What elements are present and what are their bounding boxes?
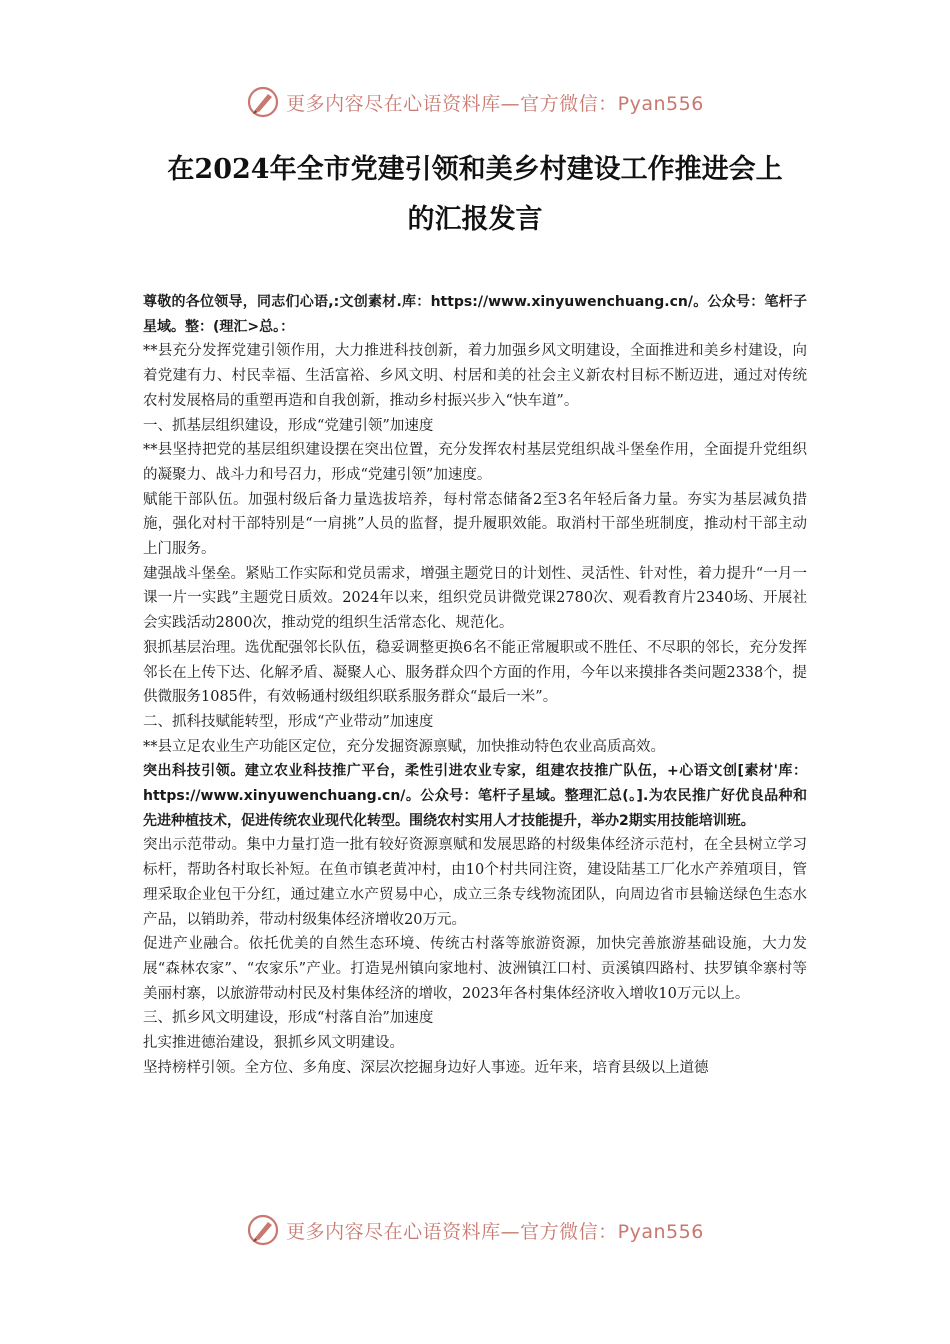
pen-circle-logo-icon bbox=[246, 85, 280, 119]
section-heading-2: 二、抓科技赋能转型，形成“产业带动”加速度 bbox=[143, 713, 434, 730]
body-paragraph: 坚持榜样引领。全方位、多角度、深层次挖掘身边好人事迹。近年来，培育县级以上道德 bbox=[143, 1059, 709, 1076]
body-paragraph: 狠抓基层治理。选优配强邻长队伍，稳妥调整更换6名不能正常履职或不胜任、不尽职的邻长，充分发挥邻长在上传下达、化解矛盾、凝聚人心、服务群众四个方面的作用，今年以来摸排各类问题2338个，提供微服务1085件，有效畅通村级组织联系服务群众“最后一米”。 bbox=[143, 639, 807, 706]
body-paragraph: 建强战斗堡垒。紧贴工作实际和党员需求，增强主题党日的计划性、灵活性、针对性，着力提升“一月一课一片一实践”主题党日质效。2024年以来，组织党员讲微党课2780次、观看教育片2340场、开展社会实践活动2800次，推动党的组织生活常态化、规范化。 bbox=[143, 565, 807, 632]
pen-circle-logo-icon bbox=[246, 1213, 280, 1247]
body-paragraph-sans: 突出科技引领。建立农业科技推广平台，柔性引进农业专家，组建农技推广队伍，+心语文创[素材'库：https://www.xinyuwenchuang.cn/。公众号：笔杆子星域。整理汇总(。].为农民推广好优良品种和先进种植技术，促进传统农业现代化转型。围绕农村实用人才技能提升，举办2期实用技能培训班。 bbox=[143, 763, 807, 829]
intro-paragraph: **县充分发挥党建引领作用，大力推进科技创新，着力加强乡风文明建设，全面推进和美乡村建设，向着党建有力、村民幸福、生活富裕、乡风文明、村居和美的社会主义新农村目标不断迈进，通过对传统农村发展格局的重塑再造和自我创新，推动乡村振兴步入“快车道”。 bbox=[143, 343, 807, 409]
footer-banner-text[interactable]: 更多内容尽在心语资料库—官方微信：Pyan556 bbox=[286, 1220, 704, 1243]
body-paragraph: 促进产业融合。依托优美的自然生态环境、传统古村落等旅游资源，加快完善旅游基础设施，大力发展“森林农家”、“农家乐”产业。打造晃州镇向家地村、波洲镇江口村、贡溪镇四路村、扶罗镇伞寨村等美丽村寨，以旅游带动村民及村集体经济的增收，2023年各村集体经济收入增收10万元以上。 bbox=[143, 936, 807, 1002]
document-title bbox=[130, 145, 820, 245]
body-paragraph: 赋能干部队伍。加强村级后备力量选拔培养，每村常态储备2至3名年轻后备力量。夯实为基层减负措施，强化对村干部特别是“一肩挑”人员的监督，提升履职效能。取消村干部坐班制度，推动村干部主动上门服务。 bbox=[143, 491, 807, 558]
body-paragraph: **县立足农业生产功能区定位，充分发掘资源禀赋，加快推动特色农业高质高效。 bbox=[143, 738, 665, 755]
title-line-2: 的汇报发言 bbox=[407, 204, 543, 235]
document-body bbox=[143, 290, 807, 1081]
title-line-1: 在2024年全市党建引领和美乡村建设工作推进会上 bbox=[167, 154, 783, 185]
salutation-paragraph: 尊敬的各位领导，同志们心语,:文创素材.库：https://www.xinyuwenchuang.cn/。公众号：笔杆子星域。整：(理汇>总。： bbox=[143, 294, 807, 335]
body-paragraph: 突出示范带动。集中力量打造一批有较好资源禀赋和发展思路的村级集体经济示范村，在全县树立学习标杆，帮助各村取长补短。在鱼市镇老黄冲村，由10个村共同注资，建设陆基工厂化水产养殖项目，管理采取企业包干分红，通过建立水产贸易中心，成立三条专线物流团队，向周边省市县输送绿色生态水产品，以销助养，带动村级集体经济增收20万元。 bbox=[143, 837, 807, 928]
section-heading-3: 三、抓乡风文明建设，形成“村落自治”加速度 bbox=[143, 1010, 434, 1027]
footer-banner bbox=[0, 1210, 950, 1250]
section-heading-1: 一、抓基层组织建设，形成“党建引领”加速度 bbox=[143, 417, 434, 434]
body-paragraph: 扎实推进德治建设，狠抓乡风文明建设。 bbox=[143, 1035, 404, 1052]
header-banner-text[interactable]: 更多内容尽在心语资料库—官方微信：Pyan556 bbox=[286, 92, 704, 115]
body-paragraph: **县坚持把党的基层组织建设摆在突出位置，充分发挥农村基层党组织战斗堡垒作用，全面提升党组织的凝聚力、战斗力和号召力，形成“党建引领”加速度。 bbox=[143, 442, 807, 483]
header-banner bbox=[0, 82, 950, 122]
